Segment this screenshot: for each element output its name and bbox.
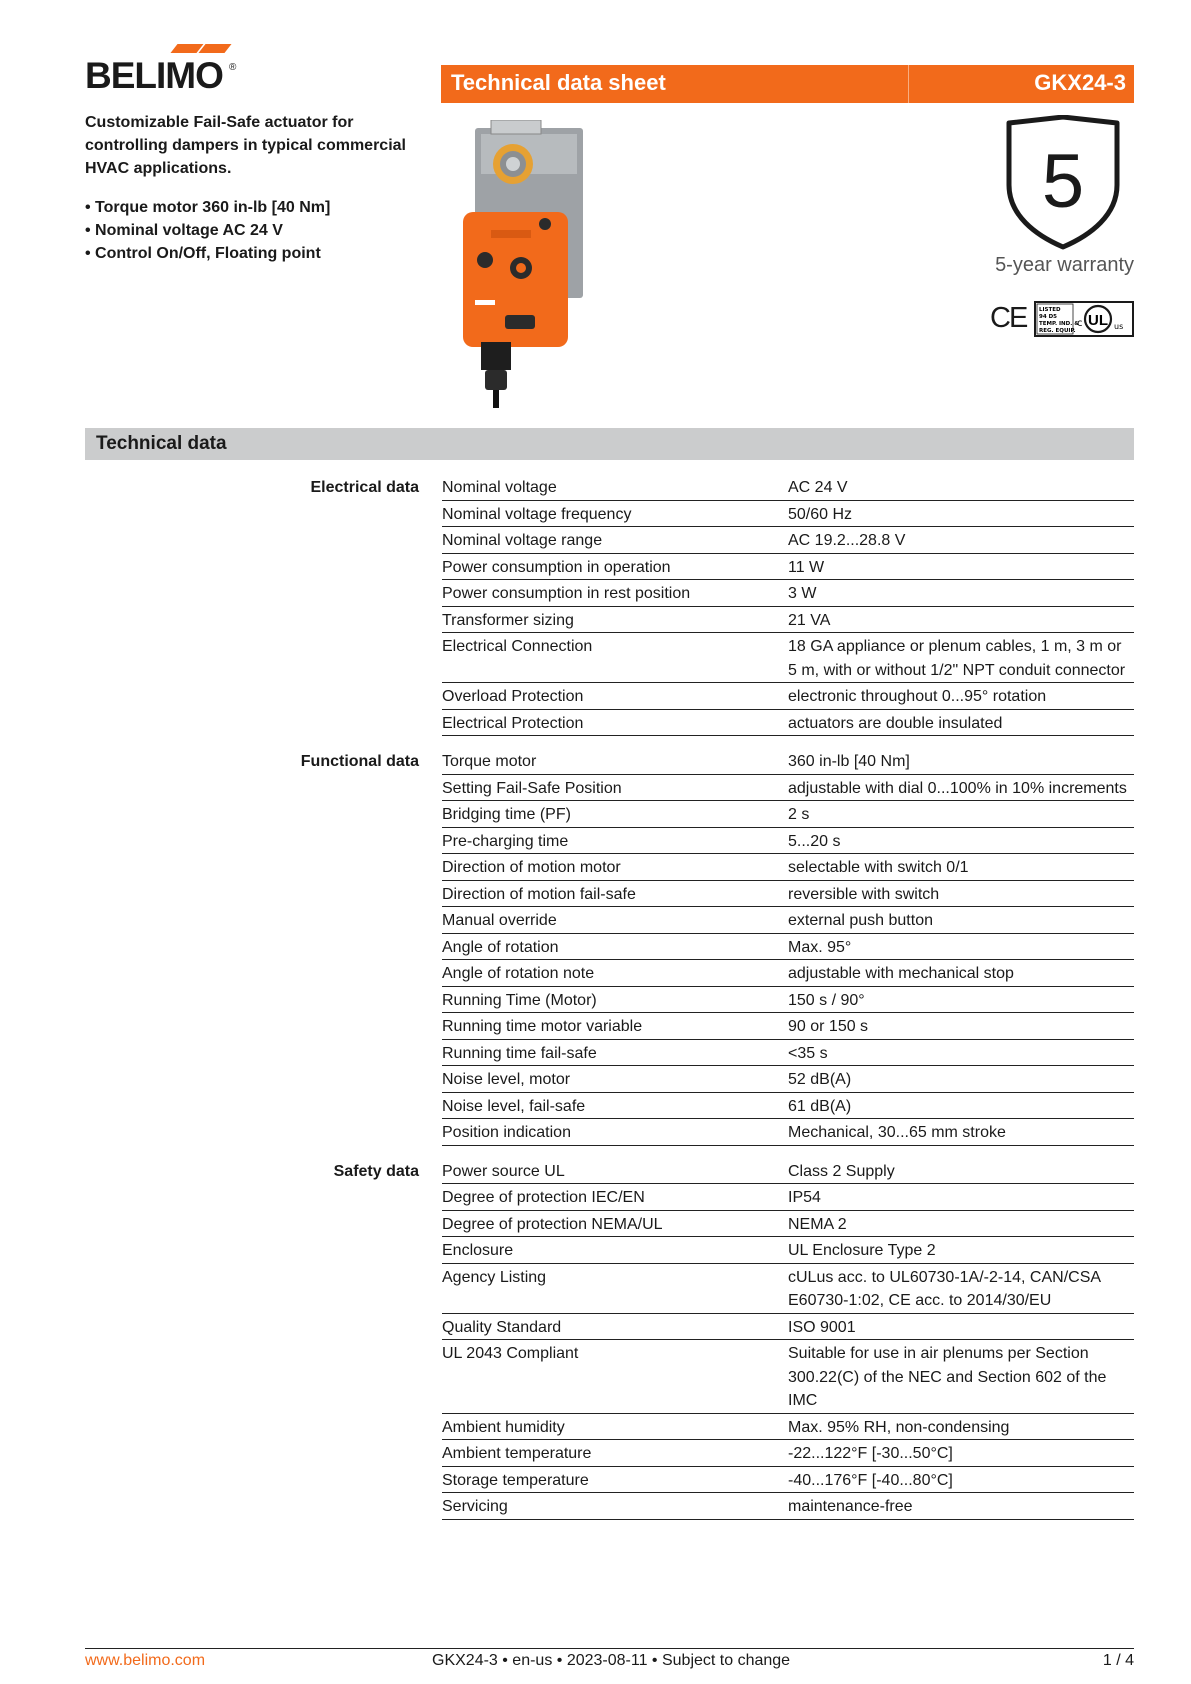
table-row (442, 1237, 1134, 1264)
feature-bullet: • Torque motor 360 in-lb [40 Nm] (85, 199, 331, 216)
row-label: Electrical Connection (442, 638, 593, 655)
group-label: Functional data (300, 753, 419, 770)
ul-text-line: TEMP. IND. & (1039, 321, 1080, 327)
footer-divider (85, 1648, 1134, 1649)
row-label: Noise level, motor (442, 1071, 571, 1088)
row-value: AC 24 V (788, 479, 848, 496)
table-row (442, 1493, 1134, 1520)
row-value: 61 dB(A) (788, 1097, 852, 1115)
feature-bullet: • Control On/Off, Floating point (85, 245, 321, 262)
data-group-electrical (85, 474, 1134, 736)
row-label: Servicing (442, 1498, 508, 1515)
row-label: Running time fail-safe (442, 1044, 597, 1062)
row-label: Running time motor variable (442, 1018, 643, 1035)
row-label: Storage temperature (442, 1471, 589, 1489)
page-number: 1 / 4 (1102, 1652, 1134, 1669)
product-description: Customizable Fail-Safe actuator for controlling dampers in typical commercial HVAC applications. (85, 114, 406, 177)
table-row (442, 607, 1134, 634)
row-label: Quality Standard (442, 1318, 562, 1336)
table-row (442, 1340, 1134, 1414)
table-row (442, 1264, 1134, 1314)
row-label: Agency Listing (442, 1268, 547, 1286)
row-label: UL 2043 Compliant (442, 1345, 579, 1362)
row-value: 21 VA (788, 611, 831, 629)
table-row (442, 633, 1134, 683)
table-row (442, 527, 1134, 554)
row-label: Power consumption in operation (442, 558, 671, 576)
table-row (442, 1440, 1134, 1467)
row-label: Direction of motion motor (442, 859, 621, 876)
row-label: Power source UL (442, 1162, 565, 1180)
row-value: NEMA 2 (788, 1215, 847, 1233)
row-value: 11 W (788, 558, 825, 576)
ul-mark: UL (1088, 312, 1108, 329)
row-value: -22...122°F [-30...50°C] (788, 1445, 953, 1462)
row-label: Degree of protection NEMA/UL (442, 1215, 663, 1233)
row-label: Power consumption in rest position (442, 585, 691, 602)
row-value: reversible with switch (788, 885, 940, 903)
document-info: GKX24-3 • en-us • 2023-08-11 • Subject to change (432, 1652, 791, 1669)
row-label: Enclosure (442, 1242, 514, 1259)
row-label: Pre-charging time (442, 832, 569, 850)
table-row (442, 1066, 1134, 1093)
row-value: Class 2 Supply (788, 1162, 895, 1180)
website-link[interactable]: www.belimo.com (85, 1652, 206, 1669)
logo-wordmark: BELIMO (85, 55, 223, 96)
group-label: Safety data (333, 1162, 419, 1180)
row-label: Nominal voltage range (442, 532, 603, 549)
row-value: 150 s / 90° (788, 991, 865, 1009)
table-row (442, 683, 1134, 710)
row-label: Torque motor (442, 753, 537, 770)
row-value: selectable with switch 0/1 (788, 859, 969, 876)
row-label: Position indication (442, 1124, 571, 1141)
row-value: Suitable for use in air plenums per Section 300.22(C) of the NEC and Section 602 of the IMC (788, 1345, 1107, 1409)
table-row (442, 828, 1134, 855)
header-divider (908, 65, 909, 103)
ul-c-mark: c (1077, 318, 1083, 329)
feature-bullet: • Nominal voltage AC 24 V (85, 222, 283, 239)
row-label: Ambient humidity (442, 1418, 565, 1436)
row-value: <35 s (788, 1044, 828, 1062)
table-row (442, 1119, 1134, 1146)
row-label: Angle of rotation (442, 938, 559, 956)
row-value: maintenance-free (788, 1498, 913, 1515)
row-label: Bridging time (PF) (442, 806, 571, 823)
table-row (442, 987, 1134, 1014)
table-row (442, 907, 1134, 934)
data-rows (442, 474, 1134, 736)
data-group-functional (85, 748, 1134, 1146)
data-group-safety (85, 1158, 1134, 1520)
warranty-years: 5 (1041, 139, 1085, 224)
table-row (442, 934, 1134, 961)
row-value: UL Enclosure Type 2 (788, 1242, 936, 1259)
table-row (442, 1158, 1134, 1185)
table-row (442, 710, 1134, 737)
row-label: Running Time (Motor) (442, 991, 597, 1009)
row-label: Electrical Protection (442, 714, 584, 732)
table-row (442, 960, 1134, 987)
table-row (442, 775, 1134, 802)
row-value: -40...176°F [-40...80°C] (788, 1471, 953, 1489)
table-row (442, 748, 1134, 775)
ul-text-line: REG. EQUIP. (1039, 328, 1076, 334)
ul-text-line: 94 D5 (1039, 314, 1057, 320)
ul-us-mark: us (1114, 322, 1124, 331)
table-row (442, 1467, 1134, 1494)
row-value: cULus acc. to UL60730-1A/-2-14, CAN/CSA E60730-1:02, CE acc. to 2014/30/EU (788, 1268, 1101, 1309)
row-value: ISO 9001 (788, 1318, 856, 1336)
table-row (442, 1414, 1134, 1441)
row-label: Nominal voltage frequency (442, 505, 632, 523)
table-row (442, 580, 1134, 607)
row-value: Max. 95% RH, non-condensing (788, 1418, 1010, 1436)
table-row (442, 1211, 1134, 1238)
data-rows (442, 1158, 1134, 1520)
model-number: GKX24-3 (1034, 70, 1126, 95)
row-value: actuators are double insulated (788, 714, 1003, 732)
technical-data-tables (85, 474, 1134, 1532)
ul-listed-mark-icon (1034, 301, 1134, 337)
table-row (442, 554, 1134, 581)
table-row (442, 1013, 1134, 1040)
row-label: Setting Fail-Safe Position (442, 779, 622, 797)
row-label: Direction of motion fail-safe (442, 885, 636, 903)
datasheet-header (441, 65, 1134, 103)
table-row (442, 854, 1134, 881)
ul-text-line: LISTED (1039, 307, 1061, 313)
table-row (442, 501, 1134, 528)
row-label: Ambient temperature (442, 1445, 592, 1462)
data-rows (442, 748, 1134, 1146)
row-value: 52 dB(A) (788, 1071, 852, 1088)
logo-registered-mark: ® (229, 62, 237, 73)
row-value: adjustable with dial 0...100% in 10% increments (788, 779, 1127, 797)
row-value: 50/60 Hz (788, 505, 853, 523)
row-value: adjustable with mechanical stop (788, 965, 1014, 982)
row-value: 2 s (788, 806, 810, 823)
row-label: Noise level, fail-safe (442, 1097, 586, 1115)
table-row (442, 1184, 1134, 1211)
table-row (442, 1040, 1134, 1067)
ce-mark-icon: CE (990, 302, 1027, 334)
table-row (442, 1093, 1134, 1120)
datasheet-title: Technical data sheet (451, 70, 666, 95)
table-row (442, 474, 1134, 501)
row-label: Transformer sizing (442, 611, 574, 629)
row-label: Nominal voltage (442, 479, 557, 496)
row-value: 18 GA appliance or plenum cables, 1 m, 3 m or 5 m, with or without 1/2" NPT conduit connector (788, 638, 1126, 679)
section-header (85, 428, 1134, 460)
row-value: 3 W (788, 585, 817, 602)
warranty-shield-icon (1003, 115, 1123, 250)
belimo-logo (85, 44, 235, 100)
table-row (442, 881, 1134, 908)
row-value: 360 in-lb [40 Nm] (788, 753, 910, 770)
row-value: 5...20 s (788, 832, 841, 850)
row-label: Angle of rotation note (442, 965, 595, 982)
row-value: AC 19.2...28.8 V (788, 532, 906, 549)
group-label: Electrical data (310, 479, 419, 496)
row-value: IP54 (788, 1189, 821, 1206)
row-value: electronic throughout 0...95° rotation (788, 688, 1047, 705)
warranty-text: 5-year warranty (995, 254, 1134, 276)
actuator-product-image (455, 120, 600, 410)
row-value: Max. 95° (788, 938, 852, 956)
section-title: Technical data (96, 433, 227, 454)
table-row (442, 1314, 1134, 1341)
row-label: Overload Protection (442, 688, 584, 705)
feature-bullets (85, 196, 415, 265)
table-row (442, 801, 1134, 828)
row-value: external push button (788, 912, 933, 929)
logo-accent-stripe (198, 44, 231, 53)
row-label: Manual override (442, 912, 557, 929)
row-value: Mechanical, 30...65 mm stroke (788, 1124, 1006, 1141)
row-label: Degree of protection IEC/EN (442, 1189, 645, 1206)
row-value: 90 or 150 s (788, 1018, 869, 1035)
